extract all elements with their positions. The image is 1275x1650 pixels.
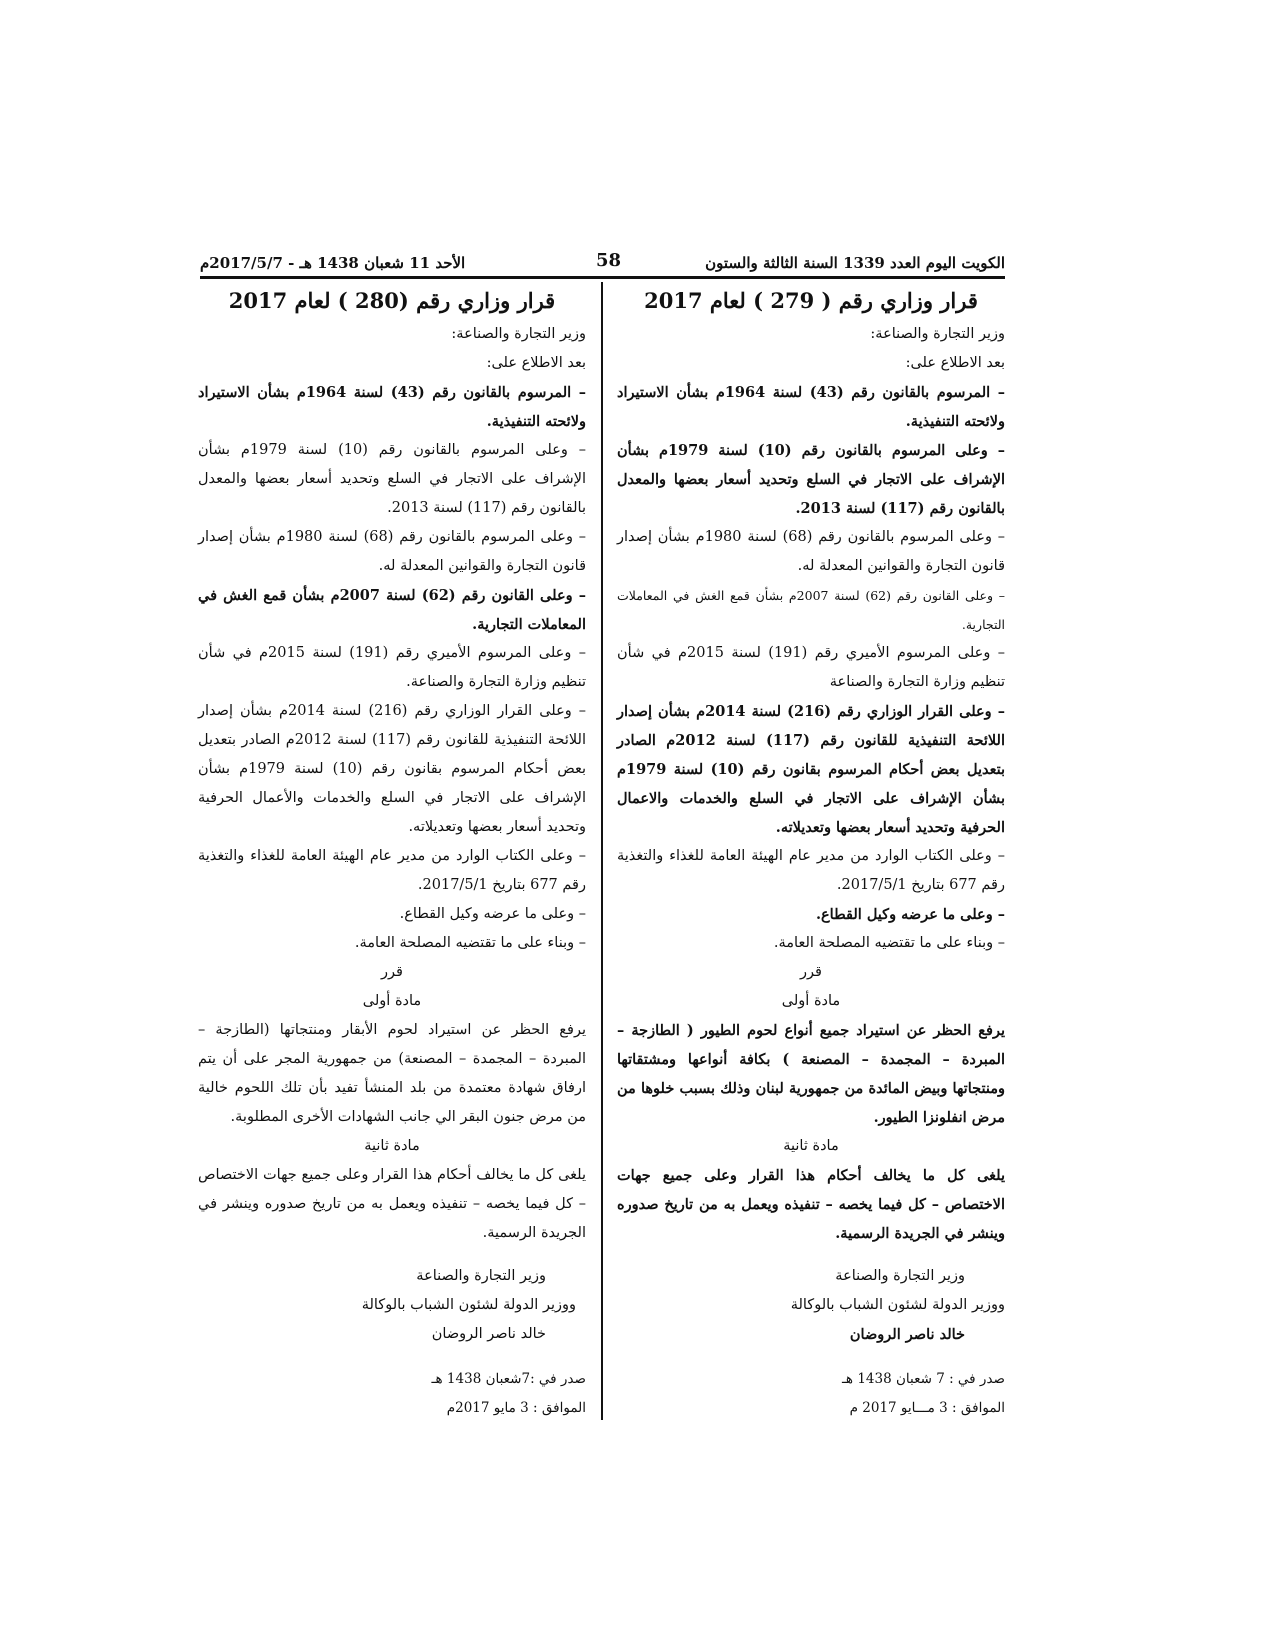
- signer-title-2: ووزير الدولة لشئون الشباب بالوكالة: [361, 1297, 576, 1313]
- page-number: 58: [595, 250, 622, 271]
- preamble-item: – وعلى المرسوم الأميري رقم (191) لسنة 2015م في شأن تنظيم وزارة التجارة والصناعة.: [198, 645, 586, 690]
- decided-heading: قرر: [800, 964, 822, 980]
- preamble-item: – وعلى المرسوم الأميري رقم (191) لسنة 2015م في شأن تنظيم وزارة التجارة والصناعة: [617, 645, 1005, 690]
- preamble-item: – المرسوم بالقانون رقم (43) لسنة 1964م بشأن الاستيراد ولائحته التنفيذية.: [617, 384, 1006, 430]
- preamble-item: – وبناء على ما تقتضيه المصلحة العامة.: [354, 935, 586, 951]
- decision-title: قرار وزاري رقم ( 279 ) لعام 2017: [644, 288, 978, 313]
- preamble-item: – وعلى المرسوم بالقانون رقم (68) لسنة 1980م بشأن إصدار قانون التجارة والقوانين المعدلة له.: [617, 529, 1006, 574]
- after-review-line: بعد الاطلاع على:: [905, 355, 1005, 371]
- issue-date: صدر في : 7 شعبان 1438 هـ: [841, 1371, 1005, 1387]
- preamble-item: – وعلى ما عرضه وكيل القطاع.: [399, 906, 586, 922]
- header-date: الأحد 11 شعبان 1438 هـ - 2017/5/7م: [200, 254, 466, 272]
- decision-280-column: [198, 286, 586, 1423]
- corresponding-date: الموافق : 3 مايو 2017م: [446, 1400, 586, 1416]
- signer-name: خالد ناصر الروضان: [849, 1326, 965, 1343]
- preamble-item: – وعلى القانون رقم (62) لسنة 2007م بشأن قمع الغش في المعاملات التجارية.: [198, 587, 586, 633]
- minister-line: وزير التجارة والصناعة:: [870, 326, 1005, 342]
- column-divider: [601, 282, 603, 1420]
- article-heading: مادة ثانية: [783, 1138, 839, 1154]
- issue-date: صدر في :7شعبان 1438 هـ: [431, 1371, 586, 1387]
- signer-title-2: ووزير الدولة لشئون الشباب بالوكالة: [790, 1297, 1005, 1313]
- header-divider: [200, 276, 1005, 279]
- article-text: يلغى كل ما يخالف أحكام هذا القرار وعلى جميع جهات الاختصاص – كل فيما يخصه – تنفيذه ويعمل به من تاريخ صدوره وينشر في الجريدة الرسمية.: [617, 1167, 1005, 1242]
- article-text: يرفع الحظر عن استيراد جميع أنواع لحوم الطيور ( الطازجة – المبردة – المجمدة – المصنعة ) بكافة أنواعها ومشتقاتها ومنتجاتها وبيض المائدة من جمهورية لبنان وذلك بسبب خلوها من مرض انفلونزا الطيور.: [617, 1022, 1005, 1126]
- preamble-item: – وعلى المرسوم بالقانون رقم (10) لسنة 1979م بشأن الإشراف على الاتجار في السلع وتحديد أسعار بعضها والمعدل بالقانون رقم (117) لسنة 2013.: [617, 442, 1005, 517]
- preamble-item: – وبناء على ما تقتضيه المصلحة العامة.: [773, 935, 1005, 951]
- preamble-item: – وعلى القرار الوزاري رقم (216) لسنة 2014م بشأن إصدار اللائحة التنفيذية للقانون رقم (117) لسنة 2012م الصادر بتعديل بعض أحكام المرسوم بقانون رقم (10) لسنة 1979م بشأن الإشراف على الاتجار في السلع والخدمات والاعمال الحرفية وتحديد أسعار بعضها وتعديلاته.: [617, 703, 1006, 836]
- article-heading: مادة أولى: [781, 993, 841, 1009]
- corresponding-date: الموافق : 3 مـــايو 2017 م: [849, 1400, 1005, 1416]
- article-text: يلغى كل ما يخالف أحكام هذا القرار وعلى جميع جهات الاختصاص – كل فيما يخصه – تنفيذه ويعمل به من تاريخ صدوره وينشر في الجريدة الرسمية.: [198, 1167, 586, 1241]
- article-heading: مادة ثانية: [364, 1138, 420, 1154]
- preamble-item: – وعلى الكتاب الوارد من مدير عام الهيئة العامة للغذاء والتغذية رقم 677 بتاريخ 2017/5/1.: [617, 848, 1005, 893]
- decision-279-column: [617, 286, 1005, 1423]
- gazette-issue-info: الكويت اليوم العدد 1339 السنة الثالثة والستون: [705, 254, 1005, 272]
- decided-heading: قرر: [381, 964, 403, 980]
- preamble-item: – المرسوم بالقانون رقم (43) لسنة 1964م بشأن الاستيراد ولائحته التنفيذية.: [198, 384, 587, 430]
- signer-name: خالد ناصر الروضان: [431, 1326, 546, 1342]
- decision-title: قرار وزاري رقم (280 ) لعام 2017: [228, 288, 556, 313]
- signer-title: وزير التجارة والصناعة: [835, 1268, 965, 1284]
- signer-title: وزير التجارة والصناعة: [416, 1268, 546, 1284]
- preamble-item: – وعلى القرار الوزاري رقم (216) لسنة 2014م بشأن إصدار اللائحة التنفيذية للقانون رقم (117) لسنة 2012م الصادر بتعديل بعض أحكام المرسوم بقانون رقم (10) لسنة 1979م بشأن الإشراف على الاتجار في السلع والخدمات والأعمال الحرفية وتحديد أسعار بعضها وتعديلاته.: [198, 703, 586, 835]
- preamble-item: – وعلى المرسوم بالقانون رقم (68) لسنة 1980م بشأن إصدار قانون التجارة والقوانين المعدلة له.: [198, 529, 587, 574]
- preamble-item: – وعلى القانون رقم (62) لسنة 2007م بشأن قمع الغش في المعاملات التجارية.: [617, 588, 1005, 632]
- article-heading: مادة أولى: [362, 993, 422, 1009]
- article-text: يرفع الحظر عن استيراد لحوم الأبقار ومنتجاتها (الطازجة – المبردة – المجمدة – المصنعة) من جمهورية المجر على أن يتم ارفاق شهادة معتمدة من بلد المنشأ تفيد بأن تلك اللحوم خالية من مرض جنون البقر الي جانب الشهادات الأخرى المطلوبة.: [198, 1022, 586, 1125]
- page-header: [200, 250, 1005, 276]
- preamble-item: – وعلى الكتاب الوارد من مدير عام الهيئة العامة للغذاء والتغذية رقم 677 بتاريخ 2017/5/1.: [198, 848, 586, 893]
- minister-line: وزير التجارة والصناعة:: [451, 326, 586, 342]
- preamble-item: – وعلى المرسوم بالقانون رقم (10) لسنة 1979م بشأن الإشراف على الاتجار في السلع وتحديد أسعار بعضها والمعدل بالقانون رقم (117) لسنة 2013.: [198, 442, 586, 516]
- after-review-line: بعد الاطلاع على:: [486, 355, 586, 371]
- preamble-item: – وعلى ما عرضه وكيل القطاع.: [815, 906, 1005, 923]
